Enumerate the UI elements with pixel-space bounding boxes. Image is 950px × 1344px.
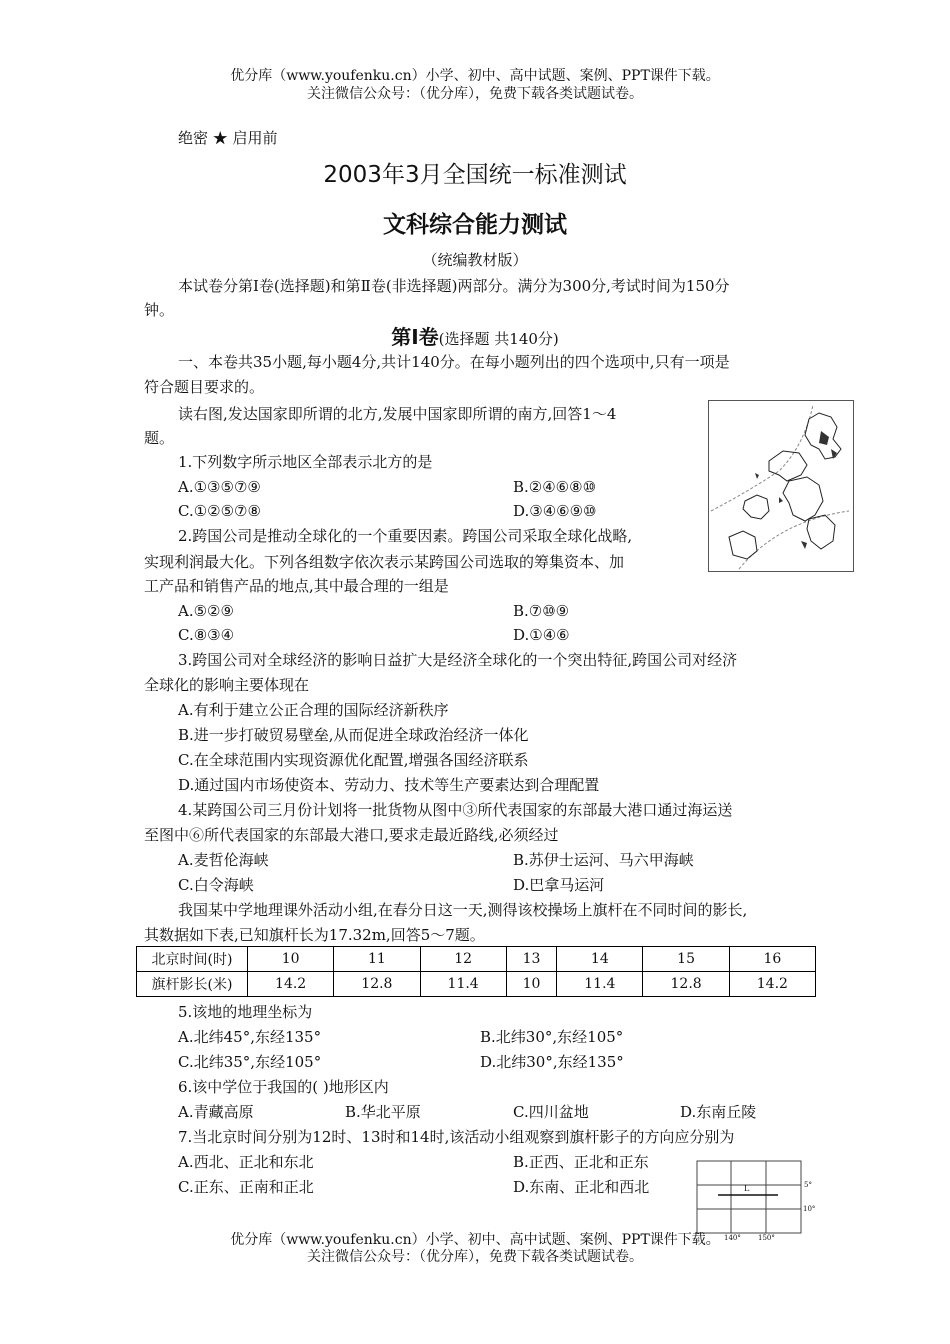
q3-option-a: A.有利于建立公正合理的国际经济新秩序 bbox=[178, 701, 449, 719]
q2-line3: 工产品和销售产品的地点,其中最合理的一组是 bbox=[144, 577, 449, 595]
q6-option-c: C.四川盆地 bbox=[513, 1103, 589, 1121]
q3-option-d: D.通过国内市场使资本、劳动力、技术等生产要素达到合理配置 bbox=[178, 776, 600, 794]
instruction-line2: 符合题目要求的。 bbox=[144, 378, 265, 396]
table-header-cell: 旗杆影长(米) bbox=[137, 972, 248, 997]
q1-option-b: B.②④⑥⑧⑩ bbox=[513, 478, 597, 496]
grid-lon-label-1: 140° bbox=[724, 1234, 741, 1242]
q6-stem: 6.该中学位于我国的( )地形区内 bbox=[178, 1078, 389, 1096]
site-footer-line1: 优分库（www.youfenku.cn）小学、初中、高中试题、案例、PPT课件下载。 bbox=[230, 1232, 720, 1248]
table-cell: 15 bbox=[643, 947, 729, 972]
q1-option-c: C.①②⑤⑦⑧ bbox=[178, 502, 261, 520]
q5-option-c: C.北纬35°,东经105° bbox=[178, 1053, 322, 1071]
q1-option-d: D.③④⑥⑨⑩ bbox=[513, 502, 597, 520]
q4-option-b: B.苏伊士运河、马六甲海峡 bbox=[513, 851, 694, 869]
table-cell: 14 bbox=[557, 947, 643, 972]
section-note: (选择题 共140分) bbox=[438, 330, 559, 348]
q3-option-c: C.在全球范围内实现资源优化配置,增强各国经济联系 bbox=[178, 751, 529, 769]
exam-title: 2003年3月全国统一标准测试 bbox=[323, 162, 627, 188]
intro-line2: 钟。 bbox=[144, 301, 175, 319]
lat-lon-grid-drawing bbox=[696, 1160, 816, 1242]
q2-line1: 2.跨国公司是推动全球化的一个重要因素。跨国公司采取全球化战略, bbox=[178, 527, 633, 545]
q4-option-a: A.麦哲伦海峡 bbox=[178, 851, 269, 869]
exam-edition: （统编教材版） bbox=[422, 251, 528, 269]
q2-line2: 实现利润最大化。下列各组数字依次表示某跨国公司选取的筹集资本、加 bbox=[144, 553, 625, 571]
grid-point-label: L bbox=[744, 1184, 750, 1193]
grid-lat-label-2: 10° bbox=[803, 1205, 816, 1213]
table-cell: 11 bbox=[334, 947, 420, 972]
table-row bbox=[137, 947, 816, 972]
q1-stem: 1.下列数字所示地区全部表示北方的是 bbox=[178, 453, 433, 471]
q4-line1: 4.某跨国公司三月份计划将一批货物从图中③所代表国家的东部最大港口通过海运送 bbox=[178, 801, 733, 819]
grid-lat-label-1: 5° bbox=[804, 1181, 812, 1189]
table-cell: 11.4 bbox=[557, 972, 643, 997]
world-map-drawing bbox=[709, 401, 853, 571]
passage1-line2: 题。 bbox=[144, 429, 175, 447]
table-cell: 11.4 bbox=[420, 972, 506, 997]
q3-line2: 全球化的影响主要体现在 bbox=[144, 676, 310, 694]
passage1-line1: 读右图,发达国家即所谓的北方,发展中国家即所谓的南方,回答1～4 bbox=[178, 405, 617, 423]
table-cell: 13 bbox=[506, 947, 556, 972]
grid-lon-label-2: 150° bbox=[758, 1234, 775, 1242]
q6-option-b: B.华北平原 bbox=[345, 1103, 421, 1121]
q4-option-d: D.巴拿马运河 bbox=[513, 876, 605, 894]
passage2-line2: 其数据如下表,已知旗杆长为17.32m,回答5～7题。 bbox=[144, 926, 485, 944]
q5-option-b: B.北纬30°,东经105° bbox=[480, 1028, 624, 1046]
table-cell: 12.8 bbox=[643, 972, 729, 997]
table-cell: 10 bbox=[248, 947, 334, 972]
lat-lon-grid-figure bbox=[696, 1160, 816, 1242]
table-cell: 14.2 bbox=[729, 972, 815, 997]
exam-subject: 文科综合能力测试 bbox=[383, 212, 567, 238]
table-cell: 12.8 bbox=[334, 972, 420, 997]
instruction-line1: 一、本卷共35小题,每小题4分,共计140分。在每小题列出的四个选项中,只有一项是 bbox=[178, 353, 730, 371]
q2-option-d: D.①④⑥ bbox=[513, 626, 570, 644]
confidential-label: 绝密 ★ 启用前 bbox=[178, 129, 278, 147]
q2-option-c: C.⑧③④ bbox=[178, 626, 235, 644]
section-heading bbox=[0, 324, 950, 352]
q7-option-b: B.正西、正北和正东 bbox=[513, 1153, 649, 1171]
table-row bbox=[137, 972, 816, 997]
table-cell: 16 bbox=[729, 947, 815, 972]
table-header-cell: 北京时间(时) bbox=[137, 947, 248, 972]
table-cell: 10 bbox=[506, 972, 556, 997]
q7-option-a: A.西北、正北和东北 bbox=[178, 1153, 314, 1171]
q2-option-b: B.⑦⑩⑨ bbox=[513, 602, 570, 620]
q6-option-a: A.青藏高原 bbox=[178, 1103, 254, 1121]
q5-stem: 5.该地的地理坐标为 bbox=[178, 1003, 313, 1021]
table-cell: 14.2 bbox=[248, 972, 334, 997]
q7-stem: 7.当北京时间分别为12时、13时和14时,该活动小组观察到旗杆影子的方向应分别为 bbox=[178, 1128, 735, 1146]
site-footer-line2: 关注微信公众号：（优分库），免费下载各类试题试卷。 bbox=[307, 1249, 643, 1265]
table-cell: 12 bbox=[420, 947, 506, 972]
shadow-length-table bbox=[136, 946, 816, 997]
site-header-line1: 优分库（www.youfenku.cn）小学、初中、高中试题、案例、PPT课件下载。 bbox=[230, 68, 720, 84]
q6-option-d: D.东南丘陵 bbox=[680, 1103, 757, 1121]
q1-option-a: A.①③⑤⑦⑨ bbox=[178, 478, 261, 496]
q7-option-d: D.东南、正北和西北 bbox=[513, 1178, 650, 1196]
q5-option-d: D.北纬30°,东经135° bbox=[480, 1053, 624, 1071]
q5-option-a: A.北纬45°,东经135° bbox=[178, 1028, 322, 1046]
q3-option-b: B.进一步打破贸易壁垒,从而促进全球政治经济一体化 bbox=[178, 726, 529, 744]
q7-option-c: C.正东、正南和正北 bbox=[178, 1178, 314, 1196]
section-title: 第Ⅰ卷 bbox=[391, 325, 439, 349]
intro-line1: 本试卷分第Ⅰ卷(选择题)和第Ⅱ卷(非选择题)两部分。满分为300分,考试时间为150分 bbox=[178, 277, 730, 295]
q4-option-c: C.白令海峡 bbox=[178, 876, 254, 894]
q3-line1: 3.跨国公司对全球经济的影响日益扩大是经济全球化的一个突出特征,跨国公司对经济 bbox=[178, 651, 738, 669]
world-map-figure bbox=[708, 400, 854, 572]
passage2-line1: 我国某中学地理课外活动小组,在春分日这一天,测得该校操场上旗杆在不同时间的影长, bbox=[178, 901, 748, 919]
q4-line2: 至图中⑥所代表国家的东部最大港口,要求走最近路线,必须经过 bbox=[144, 826, 559, 844]
site-header-line2: 关注微信公众号：（优分库），免费下载各类试题试卷。 bbox=[307, 86, 643, 102]
q2-option-a: A.⑤②⑨ bbox=[178, 602, 234, 620]
